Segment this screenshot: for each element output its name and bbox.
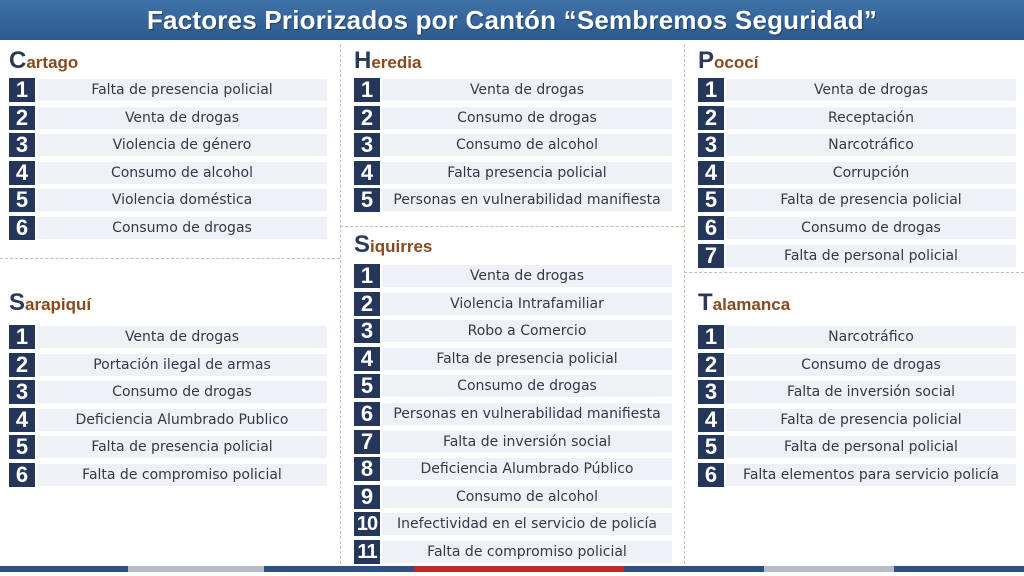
section-divider-left xyxy=(0,258,340,259)
rank-number: 10 xyxy=(354,512,380,536)
rank-number: 1 xyxy=(9,78,35,102)
rank-number: 4 xyxy=(698,161,724,185)
factor-label: Falta de personal policial xyxy=(726,245,1016,267)
page-title: Factores Priorizados por Cantón “Sembremos Seguridad” xyxy=(146,4,878,35)
rank-number: 9 xyxy=(354,485,380,509)
factor-label: Consumo de drogas xyxy=(382,107,672,129)
factor-label: Consumo de alcohol xyxy=(382,134,672,156)
factor-row xyxy=(698,244,1016,268)
factor-label: Robo a Comercio xyxy=(382,320,672,342)
canton-title xyxy=(698,47,758,75)
factor-label: Consumo de drogas xyxy=(37,381,327,403)
canton-title xyxy=(354,231,432,259)
factor-row xyxy=(698,78,1016,102)
rank-number: 2 xyxy=(354,106,380,130)
rank-number: 6 xyxy=(698,463,724,487)
factor-label: Corrupción xyxy=(726,162,1016,184)
factor-label: Consumo de drogas xyxy=(726,217,1016,239)
canton-title-rest: arapiquí xyxy=(25,295,92,314)
rank-number: 7 xyxy=(698,244,724,268)
rank-number: 3 xyxy=(698,380,724,404)
factor-row xyxy=(9,106,327,130)
factor-row xyxy=(698,380,1016,404)
factor-row xyxy=(354,188,672,212)
factor-label: Venta de drogas xyxy=(726,79,1016,101)
factor-row xyxy=(354,540,672,564)
factor-row xyxy=(9,78,327,102)
factor-label: Falta de presencia policial xyxy=(726,409,1016,431)
section-divider-right xyxy=(684,272,1024,273)
rank-number: 2 xyxy=(698,106,724,130)
factor-label: Personas en vulnerabilidad manifiesta xyxy=(382,189,672,211)
factor-label: Falta de inversión social xyxy=(382,431,672,453)
factor-row xyxy=(354,430,672,454)
factor-label: Inefectividad en el servicio de policía xyxy=(382,513,672,535)
factor-row xyxy=(698,408,1016,432)
factor-label: Falta de compromiso policial xyxy=(37,464,327,486)
rank-number: 5 xyxy=(354,374,380,398)
factor-label: Violencia de género xyxy=(37,134,327,156)
factor-row xyxy=(354,161,672,185)
rank-number: 4 xyxy=(9,408,35,432)
canton-title-rest: iquirres xyxy=(370,237,433,256)
factor-label: Venta de drogas xyxy=(37,326,327,348)
factor-label: Falta de presencia policial xyxy=(37,436,327,458)
factor-label: Falta de inversión social xyxy=(726,381,1016,403)
rank-number: 1 xyxy=(698,325,724,349)
rank-number: 11 xyxy=(354,540,380,564)
factor-row xyxy=(9,408,327,432)
rank-number: 4 xyxy=(354,347,380,371)
factor-row xyxy=(9,435,327,459)
factor-row xyxy=(354,319,672,343)
rank-number: 6 xyxy=(698,216,724,240)
footer-strip-gray-1 xyxy=(128,566,264,572)
factor-label: Personas en vulnerabilidad manifiesta xyxy=(382,403,672,425)
footer-strip-red xyxy=(414,566,624,572)
factor-row xyxy=(354,347,672,371)
factor-row xyxy=(354,512,672,536)
factor-row xyxy=(698,188,1016,212)
canton-title-rest: eredia xyxy=(371,53,422,72)
factor-label: Falta elementos para servicio policía xyxy=(726,464,1016,486)
factor-label: Venta de drogas xyxy=(382,79,672,101)
factor-label: Narcotráfico xyxy=(726,326,1016,348)
header-bar xyxy=(0,0,1024,40)
rank-number: 5 xyxy=(698,188,724,212)
footer-strip-blue-1 xyxy=(0,566,128,572)
factor-row xyxy=(698,435,1016,459)
rank-number: 3 xyxy=(354,319,380,343)
rank-number: 1 xyxy=(9,325,35,349)
rank-number: 2 xyxy=(9,106,35,130)
factor-label: Falta presencia policial xyxy=(382,162,672,184)
rank-number: 2 xyxy=(698,353,724,377)
canton-title xyxy=(9,289,91,317)
factor-label: Falta de presencia policial xyxy=(382,348,672,370)
factor-row xyxy=(354,106,672,130)
section-divider-middle xyxy=(340,226,684,227)
factor-row xyxy=(9,463,327,487)
factor-label: Consumo de alcohol xyxy=(382,486,672,508)
rank-number: 4 xyxy=(354,161,380,185)
footer-strip-blue-2 xyxy=(264,566,414,572)
factor-row xyxy=(9,353,327,377)
factor-label: Receptación xyxy=(726,107,1016,129)
rank-number: 6 xyxy=(9,216,35,240)
factor-row xyxy=(9,380,327,404)
factor-label: Falta de compromiso policial xyxy=(382,541,672,563)
rank-number: 1 xyxy=(354,78,380,102)
factor-label: Violencia doméstica xyxy=(37,189,327,211)
rank-number: 5 xyxy=(9,435,35,459)
factor-label: Violencia Intrafamiliar xyxy=(382,293,672,315)
factor-label: Deficiencia Alumbrado Publico xyxy=(37,409,327,431)
rank-number: 1 xyxy=(698,78,724,102)
rank-number: 1 xyxy=(354,264,380,288)
canton-title xyxy=(698,289,790,317)
factor-row xyxy=(354,264,672,288)
factor-row xyxy=(354,78,672,102)
rank-number: 6 xyxy=(9,463,35,487)
rank-number: 3 xyxy=(354,133,380,157)
canton-title-initial: P xyxy=(698,47,715,74)
rank-number: 3 xyxy=(9,133,35,157)
factor-label: Consumo de alcohol xyxy=(37,162,327,184)
factor-row xyxy=(9,133,327,157)
rank-number: 6 xyxy=(354,402,380,426)
factor-label: Consumo de drogas xyxy=(382,375,672,397)
canton-title-initial: S xyxy=(9,289,26,316)
canton-title-initial: C xyxy=(9,47,27,74)
column-divider-left xyxy=(340,44,341,564)
factor-label: Consumo de drogas xyxy=(37,217,327,239)
footer-strip-blue-3 xyxy=(624,566,764,572)
factor-row xyxy=(698,216,1016,240)
rank-number: 2 xyxy=(354,292,380,316)
canton-title xyxy=(354,47,421,75)
rank-number: 5 xyxy=(354,188,380,212)
factor-row xyxy=(698,463,1016,487)
footer-strip-blue-4 xyxy=(894,566,1024,572)
factor-row xyxy=(354,374,672,398)
factor-label: Narcotráfico xyxy=(726,134,1016,156)
factor-row xyxy=(9,161,327,185)
factor-row xyxy=(9,188,327,212)
factor-row xyxy=(9,216,327,240)
canton-title-initial: H xyxy=(354,47,372,74)
rank-number: 2 xyxy=(9,353,35,377)
rank-number: 3 xyxy=(698,133,724,157)
rank-number: 5 xyxy=(9,188,35,212)
rank-number: 3 xyxy=(9,380,35,404)
factor-label: Venta de drogas xyxy=(382,265,672,287)
factor-label: Falta de personal policial xyxy=(726,436,1016,458)
rank-number: 7 xyxy=(354,430,380,454)
factor-row xyxy=(698,133,1016,157)
factor-row xyxy=(354,292,672,316)
factor-label: Portación ilegal de armas xyxy=(37,354,327,376)
factor-label: Deficiencia Alumbrado Público xyxy=(382,458,672,480)
factor-label: Venta de drogas xyxy=(37,107,327,129)
factor-row xyxy=(698,106,1016,130)
rank-number: 4 xyxy=(9,161,35,185)
column-divider-right xyxy=(684,44,685,564)
footer-strip-gray-2 xyxy=(764,566,894,572)
factor-row xyxy=(698,353,1016,377)
canton-title-initial: T xyxy=(698,289,713,316)
rank-number: 5 xyxy=(698,435,724,459)
factor-row xyxy=(9,325,327,349)
factor-row xyxy=(354,402,672,426)
rank-number: 8 xyxy=(354,457,380,481)
factor-row xyxy=(698,161,1016,185)
factor-row xyxy=(698,325,1016,349)
rank-number: 4 xyxy=(698,408,724,432)
canton-title xyxy=(9,47,78,75)
factor-row xyxy=(354,485,672,509)
factor-label: Falta de presencia policial xyxy=(726,189,1016,211)
factor-row xyxy=(354,457,672,481)
factor-row xyxy=(354,133,672,157)
factor-label: Falta de presencia policial xyxy=(37,79,327,101)
factor-label: Consumo de drogas xyxy=(726,354,1016,376)
canton-title-rest: alamanca xyxy=(712,295,791,314)
canton-title-rest: ococí xyxy=(714,53,759,72)
canton-title-rest: artago xyxy=(26,53,79,72)
canton-title-initial: S xyxy=(354,231,371,258)
